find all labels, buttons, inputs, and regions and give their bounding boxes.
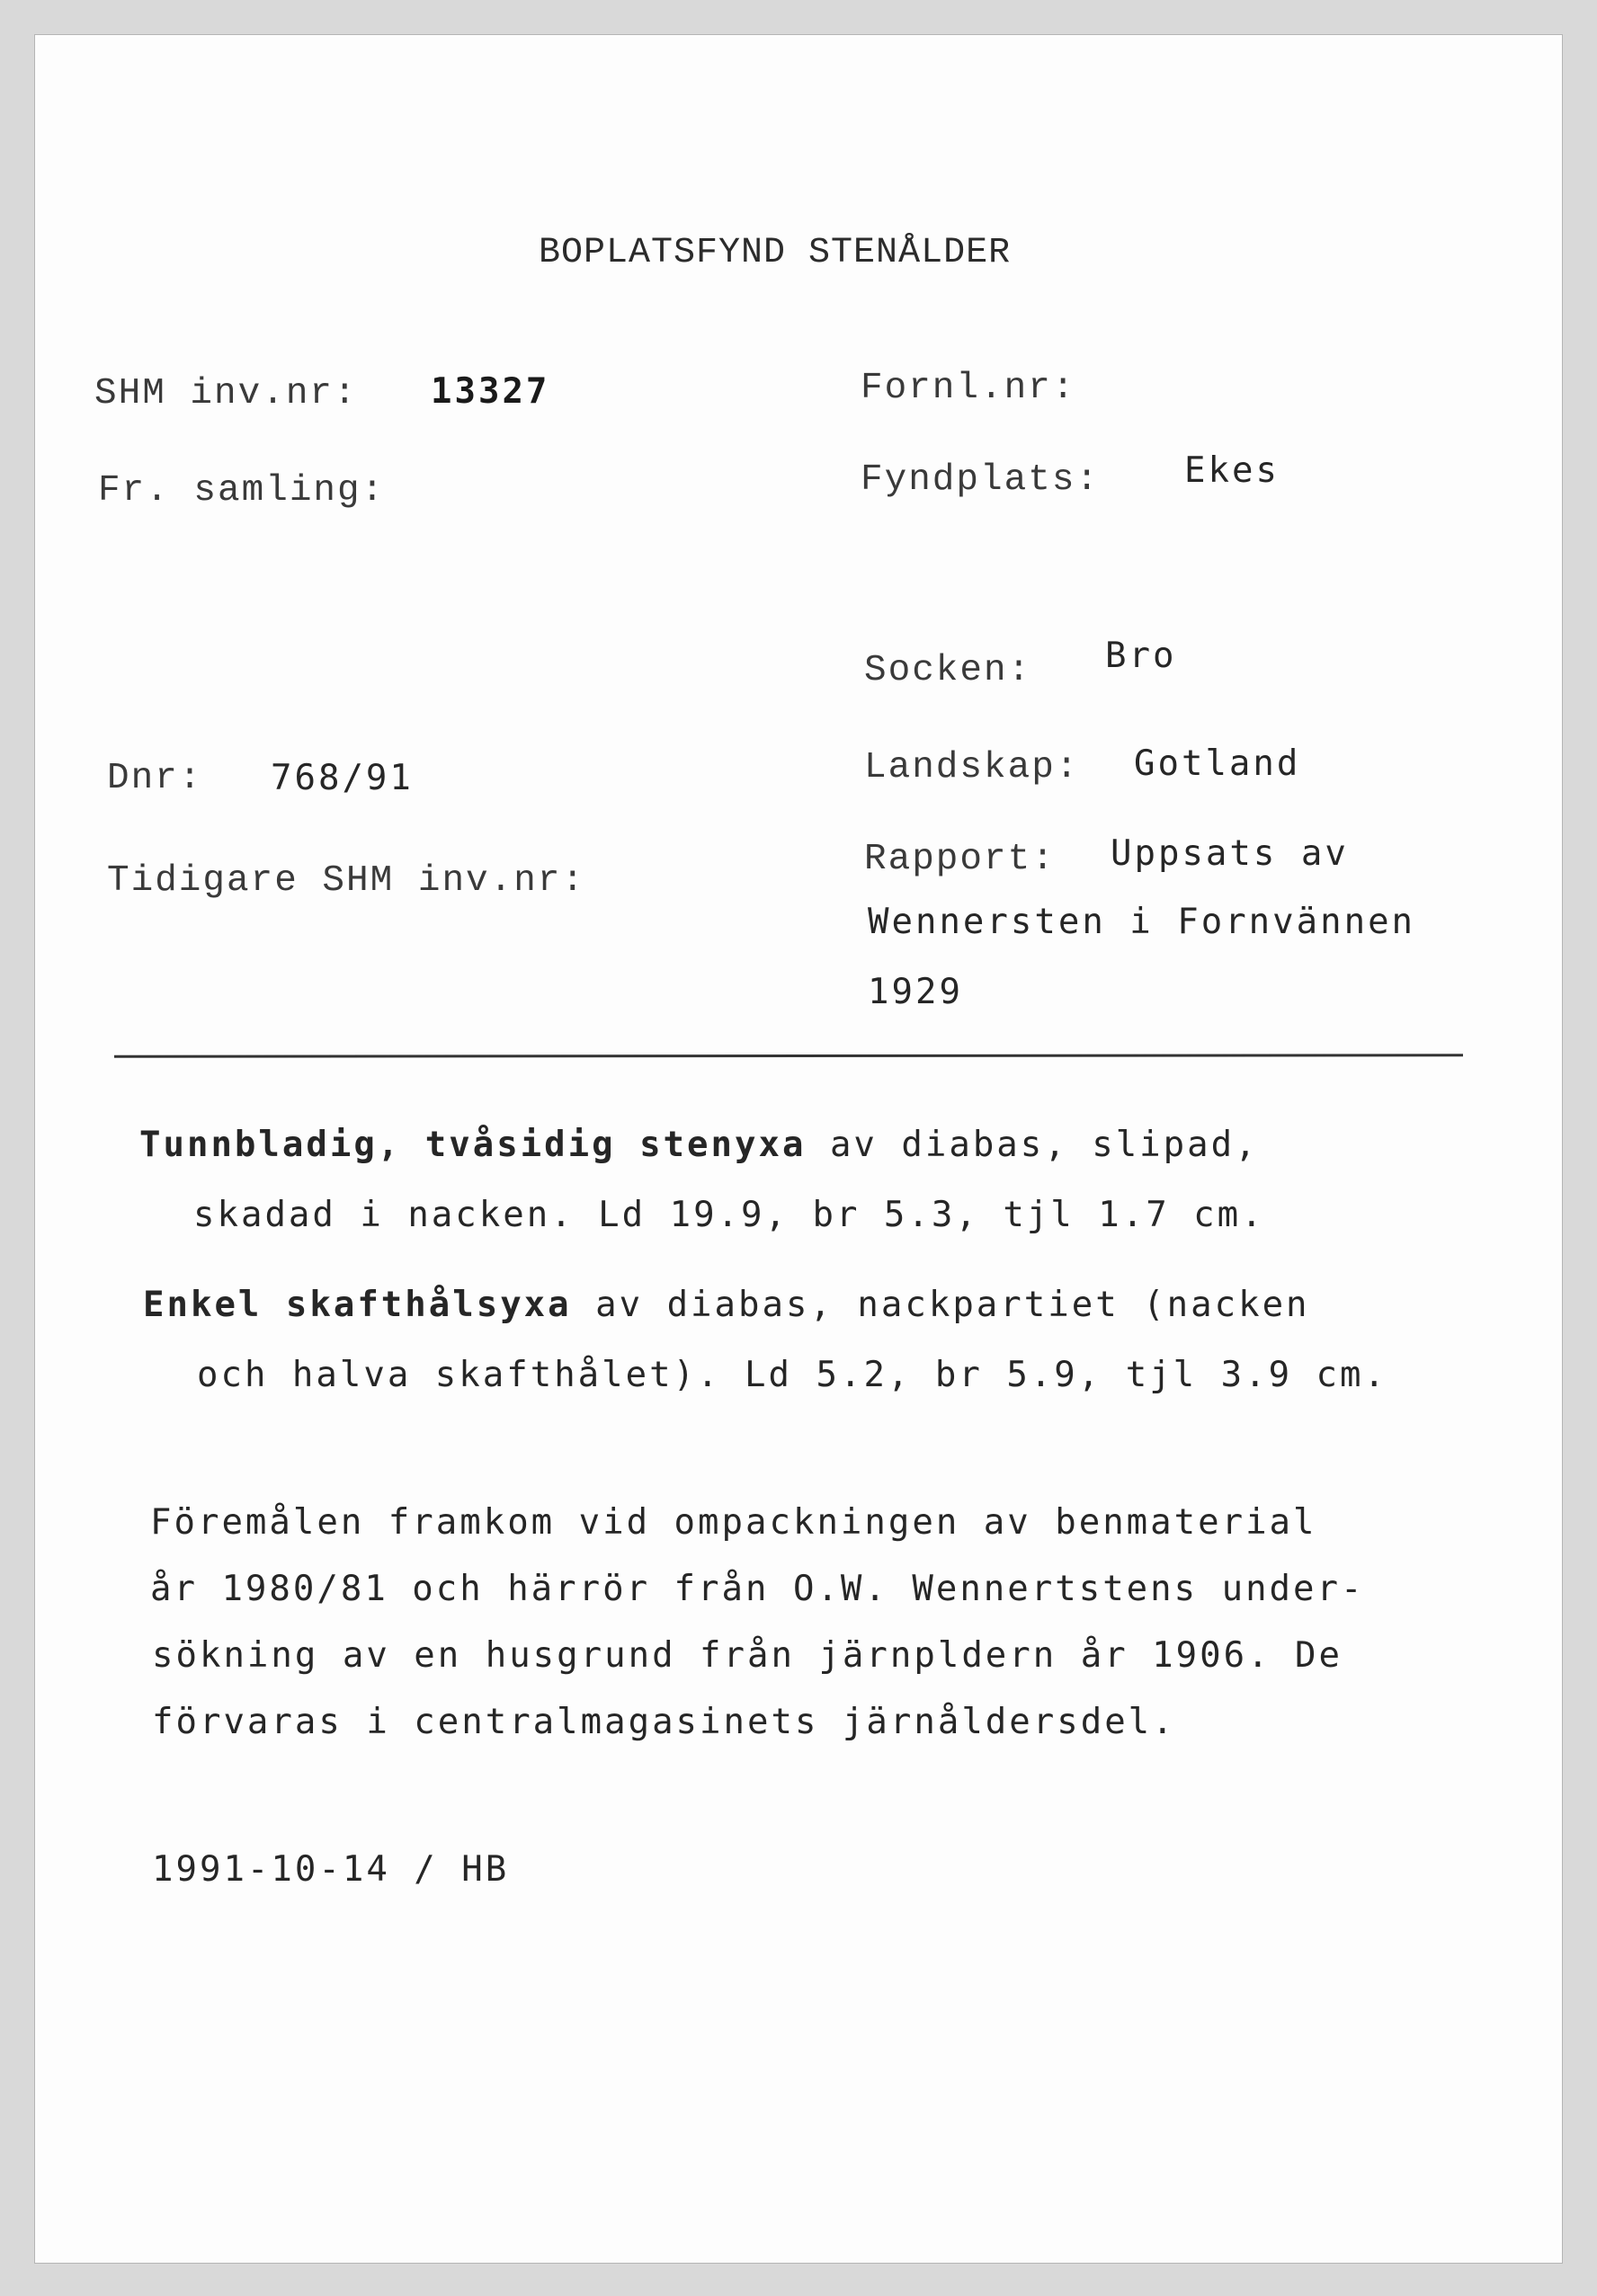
fr-samling-label: Fr. samling: <box>98 470 386 512</box>
landskap-value: Gotland <box>1134 743 1301 784</box>
catalog-card <box>34 34 1563 2264</box>
note-line-2: år 1980/81 och härrör från O.W. Wennertstens under- <box>150 1569 1365 1609</box>
socken-value: Bro <box>1105 636 1177 676</box>
item-1-line-2: skadad i nacken. Ld 19.9, br 5.3, tjl 1.7 cm. <box>193 1195 1265 1235</box>
fornl-label: Fornl.nr: <box>861 368 1076 409</box>
shm-inv-label: SHM inv.nr: <box>94 373 358 414</box>
rapport-line-3: 1929 <box>868 972 963 1012</box>
rapport-line-1: Uppsats av <box>1111 833 1349 874</box>
tidigare-label: Tidigare SHM inv.nr: <box>107 860 586 902</box>
item-2-line-2: och halva skafthålet). Ld 5.2, br 5.9, tjl 3.9 cm. <box>197 1355 1387 1395</box>
item-1-line-1 <box>139 1125 1259 1165</box>
note-line-1: Föremålen framkom vid ompackningen av benmaterial <box>150 1502 1317 1543</box>
socken-label: Socken: <box>864 650 1032 691</box>
shm-inv-value: 13327 <box>431 371 550 412</box>
item-1-title: Tunnbladig, tvåsidig stenyxa <box>139 1125 807 1165</box>
fyndplats-value: Ekes <box>1184 450 1280 491</box>
note-line-3: sökning av en husgrund från järnpldern år 1906. De <box>152 1635 1343 1676</box>
note-line-4: förvaras i centralmagasinets järnåldersdel. <box>152 1702 1176 1742</box>
rapport-label: Rapport: <box>864 839 1056 880</box>
fyndplats-label: Fyndplats: <box>861 459 1101 501</box>
landskap-label: Landskap: <box>864 747 1080 788</box>
section-divider <box>114 1054 1463 1058</box>
item-2-title: Enkel skafthålsyxa <box>143 1285 572 1325</box>
rapport-line-2: Wennersten i Fornvännen <box>868 902 1416 942</box>
dnr-label: Dnr: <box>107 758 203 799</box>
card-heading: BOPLATSFYND STENÅLDER <box>539 233 1012 273</box>
item-2-line-1 <box>143 1285 1310 1325</box>
signature-date: 1991-10-14 / HB <box>152 1849 510 1890</box>
item-2-description: av diabas, nackpartiet (nacken <box>595 1285 1310 1325</box>
dnr-value: 768/91 <box>271 758 414 798</box>
item-1-description: av diabas, slipad, <box>829 1125 1259 1165</box>
